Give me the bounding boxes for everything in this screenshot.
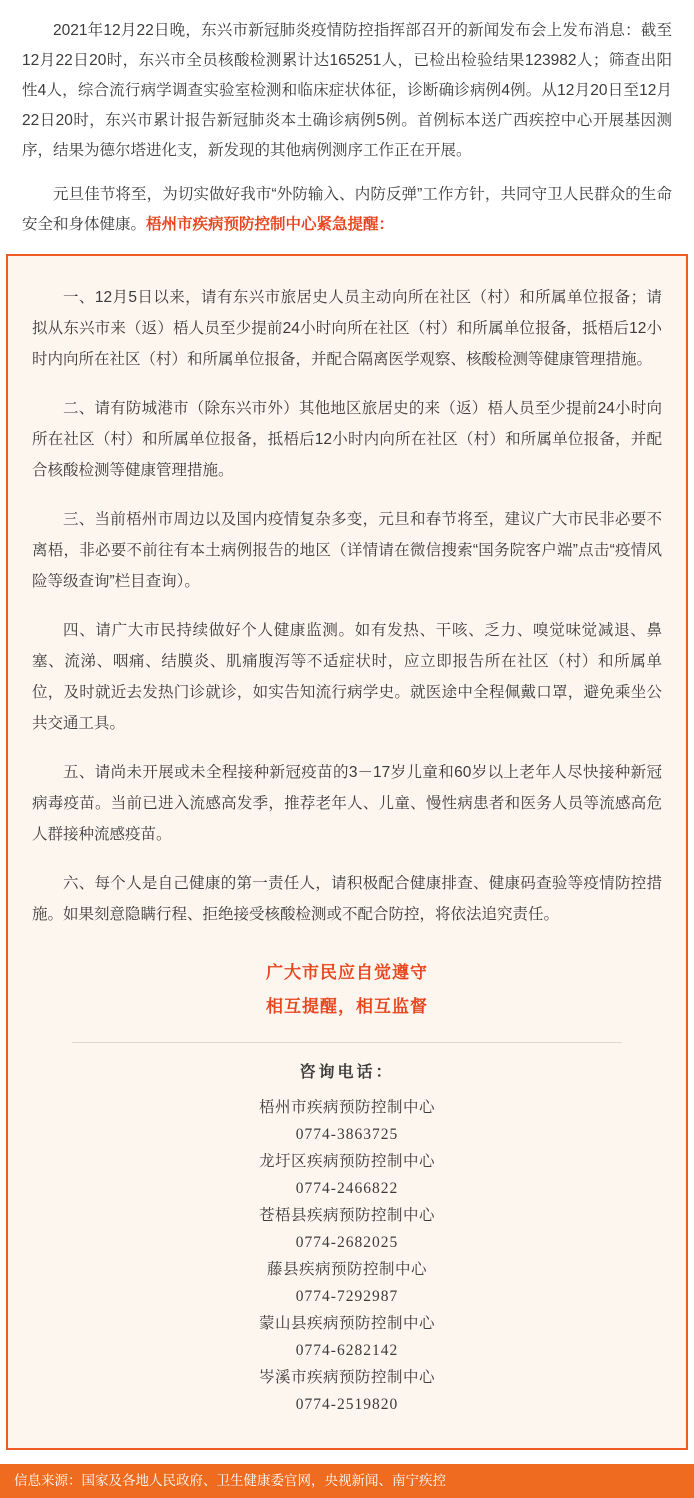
phone-list-title: 咨询电话： [299,1064,395,1081]
notice-item: 三、当前梧州市周边以及国内疫情复杂多变，元旦和春节将至，建议广大市民非必要不离梧，非必要不前往有本土病例报告的地区（详情请在微信搜索“国务院客户端”点击“疫情风险等级查询”栏目查询）。 [32,511,662,590]
phone-org: 梧州市疾病预防控制中心 [258,1099,435,1116]
notice-item: 五、请尚未开展或未全程接种新冠疫苗的3－17岁儿童和60岁以上老年人尽快接种新冠病毒疫苗。当前已进入流感高发季，推荐老年人、儿童、慢性病患者和医务人员等流感高危人群接种流感疫苗。 [32,764,662,843]
phone-org: 龙圩区疾病预防控制中心 [258,1153,435,1170]
notice-item: 六、每个人是自己健康的第一责任人，请积极配合健康排查、健康码查验等疫情防控措施。如果刻意隐瞒行程、拒绝接受核酸检测或不配合防控，将依法追究责任。 [32,875,662,923]
phone-number[interactable]: 0774-2519820 [295,1396,399,1413]
phone-org: 岑溪市疾病预防控制中心 [258,1369,435,1386]
phone-org: 苍梧县疾病预防控制中心 [258,1207,435,1224]
slogan-line-2: 相互提醒，相互监督 [266,997,428,1016]
phone-org: 蒙山县疾病预防控制中心 [258,1315,435,1332]
phone-list [32,1094,662,1418]
intro-paragraph-1: 2021年12月22日晚，东兴市新冠肺炎疫情防控指挥部召开的新闻发布会上发布消息：截至12月22日20时，东兴市全员核酸检测累计达165251人，已检出检验结果123982人；筛查出阳性4人，综合流行病学调查实验室检测和临床症状体征，诊断确诊病例4例。从12月20日至12月22日20时，东兴市累计报告新冠肺炎本土确诊病例5例。首例标本送广西疾控中心开展基因测序，结果为德尔塔进化支，新发现的其他病例测序工作正在开展。 [22,22,672,159]
divider [72,1042,622,1043]
notice-item: 二、请有防城港市（除东兴市外）其他地区旅居史的来（返）梧人员至少提前24小时向所在社区（村）和所属单位报备，抵梧后12小时内向所在社区（村）和所属单位报备，并配合核酸检测等健康管理措施。 [32,400,662,479]
phone-number[interactable]: 0774-6282142 [295,1342,399,1359]
phone-number[interactable]: 0774-2466822 [295,1180,399,1197]
intro-paragraph-2-text: 元旦佳节将至，为切实做好我市“外防输入、内防反弹”工作方针，共同守卫人民群众的生命安全和身体健康。 [22,186,672,233]
phone-number[interactable]: 0774-7292987 [295,1288,399,1305]
notice-item: 一、12月5日以来，请有东兴市旅居史人员主动向所在社区（村）和所属单位报备；请拟从东兴市来（返）梧人员至少提前24小时向所在社区（村）和所属单位报备，抵梧后12小时内向所在社区（村）和所属单位报备，并配合隔离医学观察、核酸检测等健康管理措施。 [32,289,662,368]
intro-section [0,0,694,240]
slogan-line-1: 广大市民应自觉遵守 [266,963,428,982]
intro-highlight: 梧州市疾病预防控制中心紧急提醒： [146,216,395,233]
phone-org: 藤县疾病预防控制中心 [266,1261,427,1278]
phone-number[interactable]: 0774-2682025 [295,1234,399,1251]
notice-item: 四、请广大市民持续做好个人健康监测。如有发热、干咳、乏力、嗅觉味觉减退、鼻塞、流涕、咽痛、结膜炎、肌痛腹泻等不适症状时，应立即报告所在社区（村）和所属单位，及时就近去发热门诊就诊，如实告知流行病学史。就医途中全程佩戴口罩，避免乘坐公共交通工具。 [32,622,662,732]
phone-number[interactable]: 0774-3863725 [295,1126,399,1143]
source-footer: 信息来源：国家及各地人民政府、卫生健康委官网，央视新闻、南宁疾控 [0,1464,694,1498]
notice-box [6,254,688,1450]
slogan-block [32,956,662,1024]
intro-paragraph-2 [22,180,672,240]
